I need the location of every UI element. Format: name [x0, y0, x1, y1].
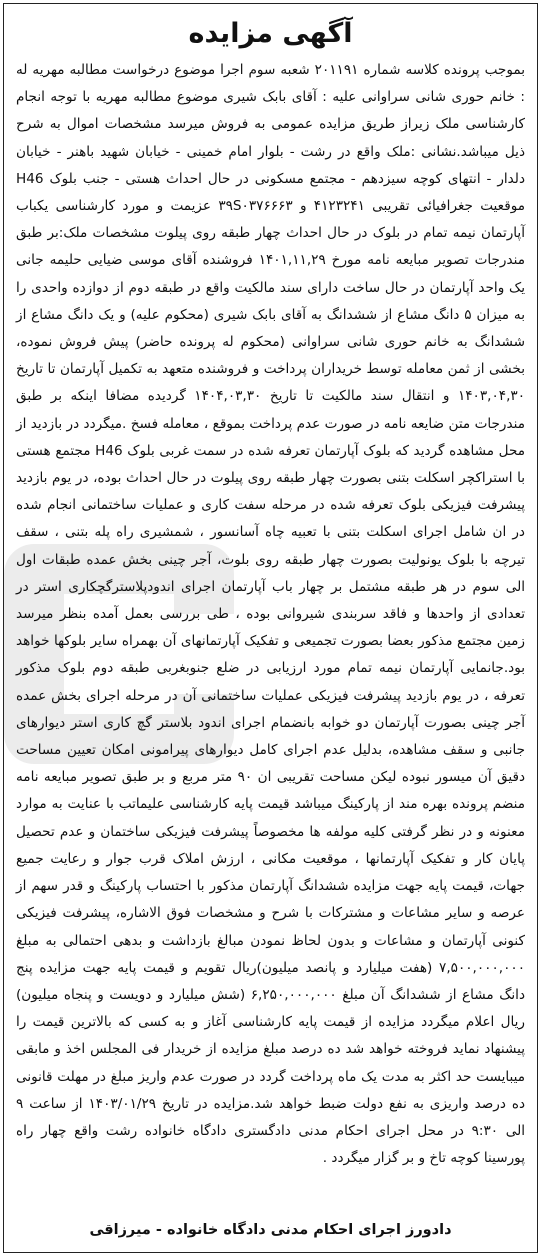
notice-signature: دادورز اجرای احکام مدنی دادگاه خانواده - میرزاقی — [89, 1222, 452, 1238]
notice-body: بموجب پرونده کلاسه شماره ۲۰۱۱۹۱ شعبه سوم اجرا موضوع درخواست مطالبه مهریه له : خانم حوری شانی سراوانی علیه : آقای بابک شیری موضوع مطالبه مهریه با توجه انجام کارشناسی ملک زیراز طریق مزایده عمومی به فروش میرسد مشخصات اموال به شرح ذیل میباشد.نشانی :ملک واقع در رشت - بلوار امام خمینی - خیابان شهید باهنر - خیابان دلدار - انتهای کوچه سیزدهم - مجتمع مسکونی در حال احداث هستی - جنب بلوک H46 موقعیت جغرافیائی تقریبی ۴۱۲۳۲۴۱ و ۳۹S۰۳۷۶۶۶۳ عزیمت و مورد کارشناسی یکباب آپارتمان نیمه تمام در بلوک در حال احداث چهار طبقه روی پیلوت مشخصات ملک:بر طبق مندرجات تصویر مبایعه نامه مورخ ۱۴۰۱,۱۱,۲۹ فروشنده آقای موسی ضیایی حلیمه جانی یک واحد آپارتمان در حال ساخت دارای سند مالکیت واقع در طبقه دوم از دوازده واحدی را به میزان ۵ دانگ مشاع از ششدانگ به آقای بابک شیری (محکوم علیه) و یک دانگ مشاع از ششدانگ به خانم حوری شانی سراوانی (محکوم له پرونده حاضر) پیش فروش نموده، بخشی از ثمن معامله توسط خریداران پرداخت و فروشنده متعهد به تکمیل آپارتمان تا تاریخ ۱۴۰۳,۰۴,۳۰ و انتقال سند مالکیت تا تاریخ ۱۴۰۴,۰۳,۳۰ گردیده مضافا اینکه بر طبق مندرجات متن ضایعه نامه در صورت عدم پرداخت بموقع ، معامله فسخ .میگردد در بازدید از محل مشاهده گردید که بلوک آپارتمان تعرفه شده در سمت غربی بلوک H46 مجتمع هستی با استراکچر اسکلت بتنی بصورت چهار طبقه روی پیلوت در حال احداث بوده، در یوم بازدید پیشرفت فیزیکی بلوک تعرفه شده در مرحله سفت کاری و عملیات ساختمانی انجام شده در ان شامل اجرای اسکلت بتنی با تعبیه چاه آسانسور ، شمشیری راه پله بتنی ، سقف تیرچه با بلوک یونولیت بصورت چهار طبقه روی بلوت، آجر چینی بخش عمده طبقات اول الی سوم در هر طبقه مشتمل بر چهار باب آپارتمان اجرای اندودپلاسترگچکاری استر در تعدادی از واحدها و فاقد سربندی شیروانی بوده ، طی بررسی بعمل آمده بنظر میرسد زمین مجتمع مذکور بعضا بصورت تجمیعی و تفکیک آپارتمانهای آن بهمراه سایر بلوکها خواهد بود.جانمایی آپارتمان نیمه تمام مورد ارزیابی در ضلع جنوبغربی طبقه دوم بلوک مذکور تعرفه ، در یوم بازدید پیشرفت فیزیکی عملیات ساختمانی آن در مرحله اجرای بخش عمده آجر چینی بصورت آپارتمان دو خوابه بانضمام اجرای اندود بلاستر گچ کاری استر دیوارهای جانبی و سقف مشاهده، بدلیل عدم اجرای کامل دیوارهای پیرامونی امکان تعیین مساحت دقیق آن میسور نبوده لیکن مساحت تقریبی ان ۹۰ متر مربع و بر طبق تصویر مبایعه نامه منضم پرونده بهره مند از پارکینگ میباشد قیمت پایه کارشناسی علیماتب با عنایت به موارد معنونه و در نظر گرفتی کلیه مولفه ها مخصوصاً پیشرفت فیزیکی ساختمان و عدم تحصیل پایان کار و تفکیک آپارتمانها ، موقعیت مکانی ، ارزش املاک قرب جوار و رعایت جمیع جهات، قیمت پایه جهت مزایده ششدانگ آپارتمان مذکور با احتساب پارکینگ و قدر سهم از عرصه و سایر مشاعات و مشترکات با شرح و مشخصات فوق الاشاره، پیشرفت فیزیکی کنونی آپارتمان و مشاعات و بدون لحاظ نمودن مبالغ بازداشت و بدهی احتمالی به مبلغ ۷,۵۰۰,۰۰۰,۰۰۰ (هفت میلیارد و پانصد میلیون)ریال تقویم و قیمت پایه جهت مزایده پنج دانگ مشاع از ششدانگ آن مبلغ ۶,۲۵۰,۰۰۰,۰۰۰ (شش میلیارد و دویست و پنجاه میلیون) ریال اعلام میگردد مزایده از قیمت پایه کارشناسی آغاز و به کسی که بالاترین قیمت را پیشنهاد نماید فروخته خواهد شد ده درصد مبلغ مزایده از خریدار فی المجلس اخذ و مابقی میبایست حد اکثر به مدت یک ماه پرداخت گردد در صورت عدم واریز مبلغ در مهلت قانونی ده درصد واریزی به نفع دولت ضبط خواهد شد.مزایده در تاریخ ۱۴۰۳/۰۱/۲۹ از ساعت ۹ الی ۹:۳۰ در محل اجرای احکام مدنی دادگستری دادگاه خانواده رشت واقع چهار راه پورسینا کوچه تاخ و بر گزار میگردد . — [16, 62, 526, 1167]
notice-title: آگهی مزایده — [188, 18, 353, 49]
auction-notice — [3, 3, 538, 1253]
